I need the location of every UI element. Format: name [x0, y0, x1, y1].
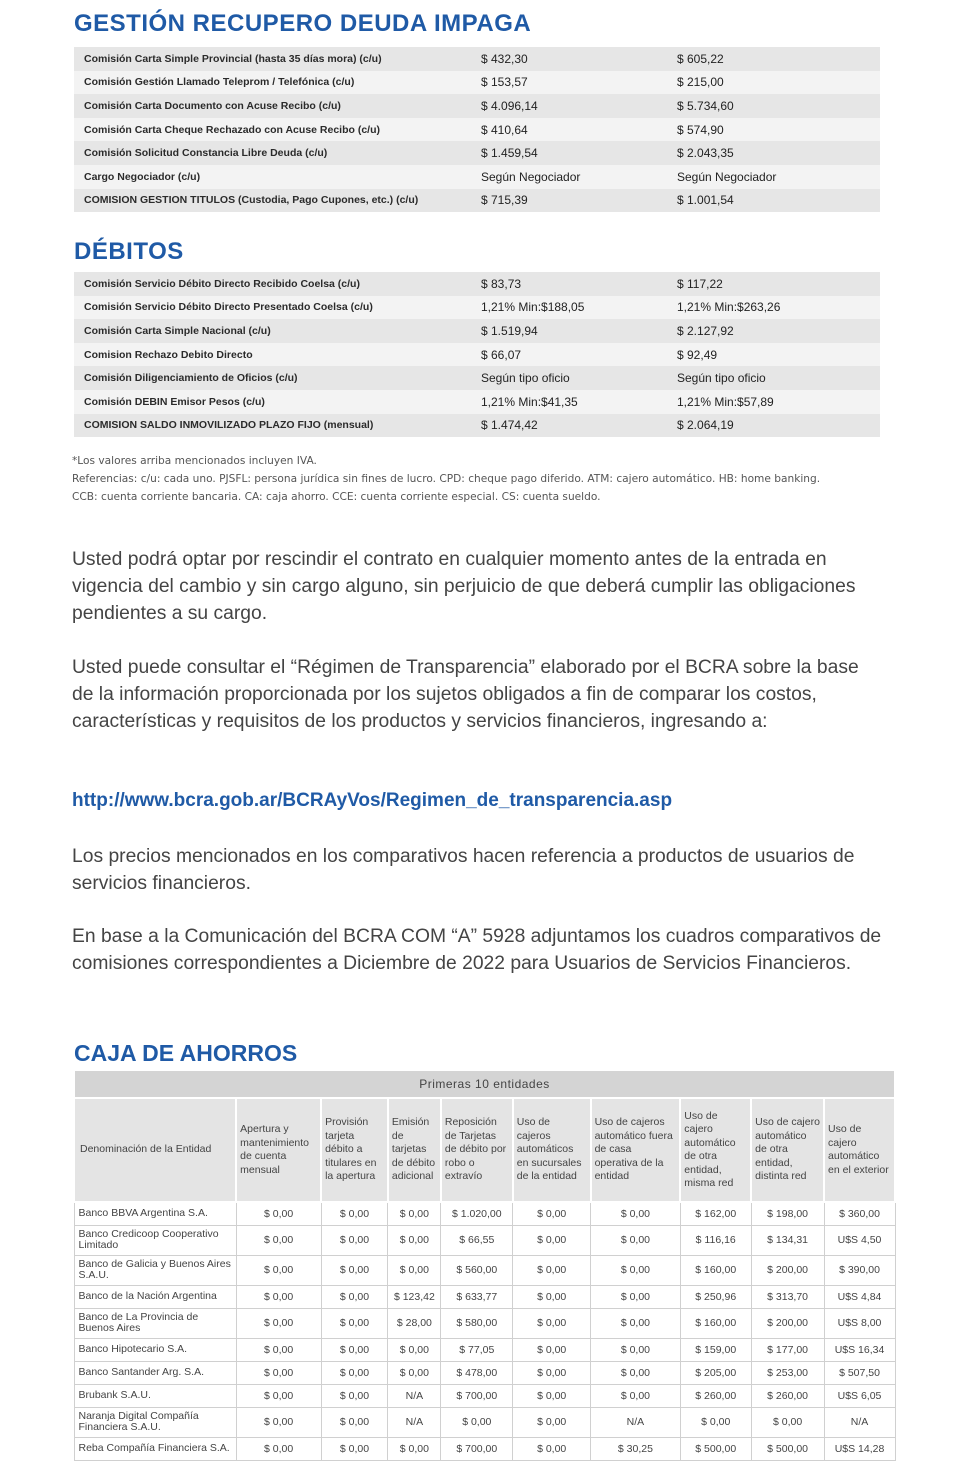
- fee-cell: $ 390,00: [824, 1255, 895, 1285]
- fee-label: Comisión DEBIN Emisor Pesos (c/u): [74, 390, 472, 414]
- caja-table-row: [74, 1225, 895, 1255]
- fee-cell: $ 0,00: [441, 1407, 513, 1437]
- debitos-fee-row: [74, 296, 880, 320]
- paragraph-transparencia: Usted puede consultar el “Régimen de Transparencia” elaborado por el BCRA sobre la base de la información proporcionada por los sujetos obligados a fin de comparar los costos, características y requisitos de los productos y servicios financieros, ingresando a:: [72, 657, 859, 732]
- fee-cell: U$S 16,34: [824, 1338, 895, 1361]
- caja-column-header: Uso de cajeros automático fuera de casa operativa de la entidad: [591, 1098, 681, 1202]
- entity-name: Banco de Galicia y Buenos Aires S.A.U.: [74, 1255, 236, 1285]
- fee-cell: $ 30,25: [591, 1437, 681, 1460]
- fee-cell: $ 0,00: [388, 1338, 441, 1361]
- gestion-fee-table: [74, 47, 880, 212]
- fee-cell: $ 0,00: [591, 1255, 681, 1285]
- fee-cell: $ 260,00: [751, 1384, 824, 1407]
- fee-cell: $ 0,00: [236, 1384, 321, 1407]
- fee-value-1: $ 1.474,42: [472, 414, 667, 438]
- fee-label: Comisión Servicio Débito Directo Presentado Coelsa (c/u): [74, 296, 472, 320]
- caja-ahorros-title: CAJA DE AHORROS: [74, 1040, 298, 1066]
- debitos-fee-row: [74, 414, 880, 438]
- fee-value-1: $ 432,30: [472, 47, 667, 71]
- fee-value-2: 1,21% Min:$57,89: [667, 390, 880, 414]
- fee-value-1: $ 410,64: [472, 118, 667, 142]
- fee-label: Cargo Negociador (c/u): [74, 165, 472, 189]
- fee-cell: $ 250,96: [680, 1285, 751, 1308]
- gestion-fee-row: [74, 71, 880, 95]
- entity-name: Naranja Digital Compañía Financiera S.A.U.: [74, 1407, 236, 1437]
- gestion-fee-row: [74, 165, 880, 189]
- debitos-fee-row: [74, 390, 880, 414]
- fee-cell: N/A: [388, 1384, 441, 1407]
- fee-value-1: $ 1.519,94: [472, 319, 667, 343]
- fee-label: Comisión Gestión Llamado Teleprom / Telefónica (c/u): [74, 71, 472, 95]
- entity-name: Banco de la Nación Argentina: [74, 1285, 236, 1308]
- fee-value-1: $ 715,39: [472, 189, 667, 213]
- fee-label: Comisión Carta Simple Provincial (hasta 35 días mora) (c/u): [74, 47, 472, 71]
- caja-table-row: [74, 1437, 895, 1460]
- fee-cell: $ 200,00: [751, 1255, 824, 1285]
- fee-cell: $ 0,00: [388, 1361, 441, 1384]
- fee-label: COMISION SALDO INMOVILIZADO PLAZO FIJO (mensual): [74, 414, 472, 438]
- fee-label: Comisión Diligenciamiento de Oficios (c/u): [74, 366, 472, 390]
- caja-table-row: [74, 1202, 895, 1225]
- fee-cell: N/A: [388, 1407, 441, 1437]
- fee-cell: $ 1.020,00: [441, 1202, 513, 1225]
- entity-name: Banco Santander Arg. S.A.: [74, 1361, 236, 1384]
- fee-cell: $ 0,00: [236, 1437, 321, 1460]
- fee-cell: $ 0,00: [680, 1407, 751, 1437]
- entity-name: Reba Compañía Financiera S.A.: [74, 1437, 236, 1460]
- fee-value-2: $ 5.734,60: [667, 94, 880, 118]
- fee-cell: $ 0,00: [513, 1338, 591, 1361]
- fee-cell: $ 0,00: [236, 1255, 321, 1285]
- debitos-fee-row: [74, 343, 880, 367]
- fee-cell: $ 260,00: [680, 1384, 751, 1407]
- fee-cell: $ 159,00: [680, 1338, 751, 1361]
- caja-table-row: [74, 1384, 895, 1407]
- fee-value-2: $ 2.127,92: [667, 319, 880, 343]
- fee-cell: $ 0,00: [321, 1361, 388, 1384]
- fee-value-1: $ 153,57: [472, 71, 667, 95]
- fee-value-2: $ 215,00: [667, 71, 880, 95]
- caja-column-header: Reposición de Tarjetas de débito por robo o extravío: [441, 1098, 513, 1202]
- gestion-fee-row: [74, 94, 880, 118]
- fee-value-2: $ 92,49: [667, 343, 880, 367]
- fee-cell: U$S 14,28: [824, 1437, 895, 1460]
- fee-value-1: Según tipo oficio: [472, 366, 667, 390]
- fee-value-2: 1,21% Min:$263,26: [667, 296, 880, 320]
- debitos-fee-row: [74, 272, 880, 296]
- fee-cell: $ 0,00: [321, 1202, 388, 1225]
- fee-cell: $ 198,00: [751, 1202, 824, 1225]
- fee-value-1: $ 66,07: [472, 343, 667, 367]
- fee-cell: $ 0,00: [388, 1255, 441, 1285]
- entity-name: Banco de La Provincia de Buenos Aires: [74, 1308, 236, 1338]
- fee-cell: $ 0,00: [751, 1407, 824, 1437]
- fee-cell: N/A: [591, 1407, 681, 1437]
- gestion-section-title: GESTIÓN RECUPERO DEUDA IMPAGA: [74, 10, 532, 37]
- fee-cell: $ 633,77: [441, 1285, 513, 1308]
- fee-cell: $ 0,00: [591, 1285, 681, 1308]
- caja-column-header: Uso de cajero automático de otra entidad, misma red: [680, 1098, 751, 1202]
- fee-cell: $ 0,00: [591, 1384, 681, 1407]
- fee-cell: $ 0,00: [513, 1437, 591, 1460]
- entity-name: Banco Hipotecario S.A.: [74, 1338, 236, 1361]
- fee-label: Comisión Carta Simple Nacional (c/u): [74, 319, 472, 343]
- note-iva: *Los valores arriba mencionados incluyen IVA.: [72, 455, 317, 467]
- gestion-fee-row: [74, 189, 880, 213]
- fee-cell: $ 205,00: [680, 1361, 751, 1384]
- fee-cell: $ 77,05: [441, 1338, 513, 1361]
- gestion-fee-row: [74, 47, 880, 71]
- fee-cell: $ 0,00: [321, 1225, 388, 1255]
- fee-cell: $ 0,00: [388, 1437, 441, 1460]
- fee-cell: $ 0,00: [591, 1225, 681, 1255]
- fee-label: Comisión Carta Documento con Acuse Recibo (c/u): [74, 94, 472, 118]
- fee-cell: N/A: [824, 1407, 895, 1437]
- note-references: Referencias: c/u: cada uno. PJSFL: persona jurídica sin fines de lucro. CPD: cheque pago diferido. ATM: cajero automático. HB: home banking.: [72, 473, 821, 485]
- fee-cell: $ 200,00: [751, 1308, 824, 1338]
- fee-cell: U$S 4,50: [824, 1225, 895, 1255]
- fee-cell: $ 123,42: [388, 1285, 441, 1308]
- fee-cell: U$S 6,05: [824, 1384, 895, 1407]
- debitos-fee-table: [74, 272, 880, 437]
- fee-cell: U$S 4,84: [824, 1285, 895, 1308]
- fee-cell: $ 0,00: [591, 1308, 681, 1338]
- fee-cell: $ 160,00: [680, 1255, 751, 1285]
- debitos-fee-row: [74, 319, 880, 343]
- caja-top-header: Primeras 10 entidades: [74, 1070, 895, 1098]
- fee-cell: $ 0,00: [513, 1255, 591, 1285]
- entity-name: Banco BBVA Argentina S.A.: [74, 1202, 236, 1225]
- fee-cell: $ 0,00: [388, 1225, 441, 1255]
- fee-value-2: $ 605,22: [667, 47, 880, 71]
- fee-cell: $ 0,00: [321, 1338, 388, 1361]
- fee-cell: $ 0,00: [321, 1384, 388, 1407]
- fee-cell: $ 500,00: [751, 1437, 824, 1460]
- caja-column-header: Denominación de la Entidad: [74, 1098, 236, 1202]
- caja-table-row: [74, 1407, 895, 1437]
- fee-cell: $ 160,00: [680, 1308, 751, 1338]
- fee-cell: $ 28,00: [388, 1308, 441, 1338]
- caja-column-header: Provisión tarjeta débito a titulares en la apertura: [321, 1098, 388, 1202]
- fee-cell: $ 0,00: [513, 1407, 591, 1437]
- caja-column-header: Uso de cajeros automáticos en sucursales de la entidad: [513, 1098, 591, 1202]
- fee-value-1: 1,21% Min:$41,35: [472, 390, 667, 414]
- fee-value-1: Según Negociador: [472, 165, 667, 189]
- fee-label: Comisión Carta Cheque Rechazado con Acuse Recibo (c/u): [74, 118, 472, 142]
- paragraph-comunicacion: En base a la Comunicación del BCRA COM “A” 5928 adjuntamos los cuadros comparativos de comisiones correspondientes a Diciembre de 2022 para Usuarios de Servicios Financieros.: [72, 926, 882, 974]
- fee-cell: $ 134,31: [751, 1225, 824, 1255]
- fee-cell: $ 0,00: [513, 1384, 591, 1407]
- fee-cell: $ 66,55: [441, 1225, 513, 1255]
- fee-value-2: $ 117,22: [667, 272, 880, 296]
- fee-cell: $ 580,00: [441, 1308, 513, 1338]
- entity-name: Banco Credicoop Cooperativo Limitado: [74, 1225, 236, 1255]
- gestion-fee-row: [74, 141, 880, 165]
- fee-cell: $ 0,00: [321, 1285, 388, 1308]
- fee-cell: $ 0,00: [236, 1202, 321, 1225]
- fee-cell: $ 0,00: [236, 1361, 321, 1384]
- caja-column-header: Apertura y mantenimiento de cuenta mensual: [236, 1098, 321, 1202]
- fee-value-2: $ 574,90: [667, 118, 880, 142]
- fee-cell: $ 700,00: [441, 1384, 513, 1407]
- fee-cell: $ 0,00: [513, 1202, 591, 1225]
- fee-cell: $ 478,00: [441, 1361, 513, 1384]
- fee-cell: $ 507,50: [824, 1361, 895, 1384]
- fee-cell: $ 0,00: [513, 1225, 591, 1255]
- fee-label: COMISION GESTION TITULOS (Custodia, Pago Cupones, etc.) (c/u): [74, 189, 472, 213]
- fee-cell: $ 0,00: [388, 1202, 441, 1225]
- fee-cell: $ 360,00: [824, 1202, 895, 1225]
- fee-cell: $ 0,00: [236, 1407, 321, 1437]
- footnotes: [72, 452, 872, 506]
- fee-cell: $ 0,00: [591, 1361, 681, 1384]
- fee-cell: $ 0,00: [513, 1361, 591, 1384]
- debitos-fee-row: [74, 366, 880, 390]
- fee-cell: $ 116,16: [680, 1225, 751, 1255]
- fee-cell: $ 253,00: [751, 1361, 824, 1384]
- caja-table-row: [74, 1255, 895, 1285]
- entity-name: Brubank S.A.U.: [74, 1384, 236, 1407]
- fee-cell: $ 0,00: [513, 1285, 591, 1308]
- fee-value-2: $ 2.064,19: [667, 414, 880, 438]
- caja-table-row: [74, 1361, 895, 1384]
- fee-cell: $ 0,00: [513, 1308, 591, 1338]
- caja-ahorros-table: [73, 1069, 896, 1461]
- paragraph-precios: Los precios mencionados en los comparativos hacen referencia a productos de usuarios de servicios financieros.: [72, 846, 855, 894]
- paragraph-rescindir: Usted podrá optar por rescindir el contrato en cualquier momento antes de la entrada en vigencia del cambio y sin cargo alguno, sin perjuicio de que deberá cumplir las obligaciones pendientes a su cargo.: [72, 549, 856, 624]
- fee-cell: $ 700,00: [441, 1437, 513, 1460]
- fee-cell: $ 0,00: [591, 1338, 681, 1361]
- fee-value-1: $ 83,73: [472, 272, 667, 296]
- caja-column-header: Uso de cajero automático de otra entidad, distinta red: [751, 1098, 824, 1202]
- caja-table-row: [74, 1338, 895, 1361]
- fee-cell: $ 560,00: [441, 1255, 513, 1285]
- fee-cell: $ 0,00: [236, 1308, 321, 1338]
- fee-cell: $ 162,00: [680, 1202, 751, 1225]
- fee-cell: $ 0,00: [321, 1255, 388, 1285]
- caja-table-row: [74, 1308, 895, 1338]
- fee-cell: $ 0,00: [591, 1202, 681, 1225]
- fee-label: Comisión Solicitud Constancia Libre Deuda (c/u): [74, 141, 472, 165]
- fee-value-1: 1,21% Min:$188,05: [472, 296, 667, 320]
- fee-value-1: $ 4.096,14: [472, 94, 667, 118]
- debitos-section-title: DÉBITOS: [74, 238, 184, 265]
- fee-cell: U$S 8,00: [824, 1308, 895, 1338]
- fee-cell: $ 500,00: [680, 1437, 751, 1460]
- caja-column-header: Uso de cajero automático en el exterior: [824, 1098, 895, 1202]
- fee-cell: $ 313,70: [751, 1285, 824, 1308]
- fee-value-2: $ 1.001,54: [667, 189, 880, 213]
- fee-cell: $ 177,00: [751, 1338, 824, 1361]
- fee-cell: $ 0,00: [236, 1338, 321, 1361]
- fee-value-2: Según Negociador: [667, 165, 880, 189]
- fee-cell: $ 0,00: [321, 1308, 388, 1338]
- caja-table-row: [74, 1285, 895, 1308]
- bcra-transparencia-link[interactable]: http://www.bcra.gob.ar/BCRAyVos/Regimen_de_transparencia.asp: [72, 790, 673, 811]
- fee-cell: $ 0,00: [321, 1407, 388, 1437]
- fee-value-2: $ 2.043,35: [667, 141, 880, 165]
- gestion-fee-row: [74, 118, 880, 142]
- fee-value-2: Según tipo oficio: [667, 366, 880, 390]
- fee-value-1: $ 1.459,54: [472, 141, 667, 165]
- fee-cell: $ 0,00: [236, 1285, 321, 1308]
- fee-label: Comisión Servicio Débito Directo Recibido Coelsa (c/u): [74, 272, 472, 296]
- note-references-cont: CCB: cuenta corriente bancaria. CA: caja ahorro. CCE: cuenta corriente especial. CS: cuenta sueldo.: [72, 491, 601, 503]
- fee-cell: $ 0,00: [236, 1225, 321, 1255]
- fee-cell: $ 0,00: [321, 1437, 388, 1460]
- caja-column-header: Emisión de tarjetas de débito adicional: [388, 1098, 441, 1202]
- fee-label: Comision Rechazo Debito Directo: [74, 343, 472, 367]
